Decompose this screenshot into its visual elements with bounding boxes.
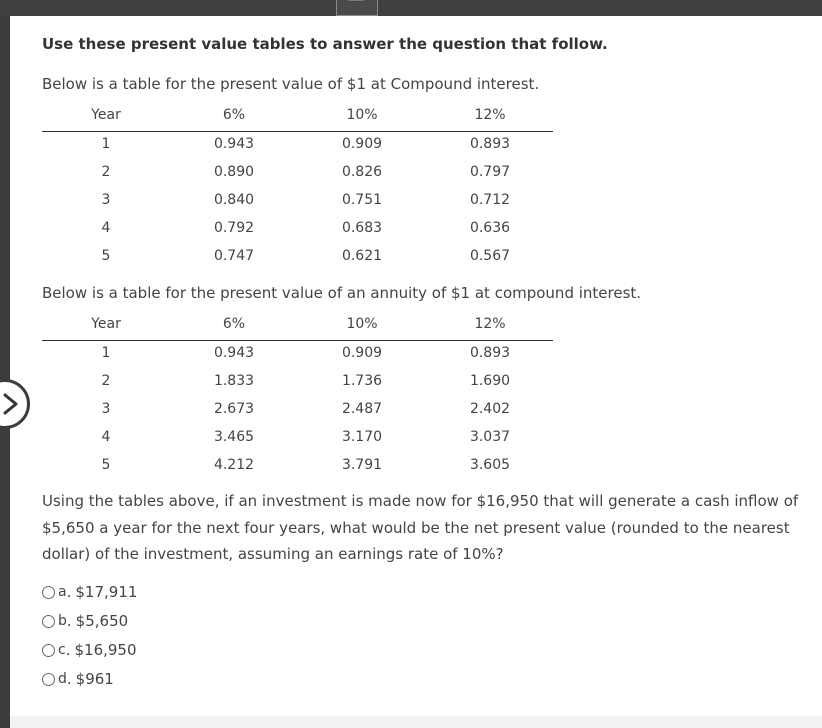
value-cell: 0.751 <box>341 192 383 208</box>
option-letter: d <box>58 671 67 687</box>
toolbar-tab[interactable] <box>336 0 378 16</box>
value-cell: 0.909 <box>341 345 383 361</box>
radio-button[interactable] <box>42 615 55 628</box>
option-text: $17,911 <box>75 583 138 601</box>
value-cell: 0.943 <box>213 136 255 152</box>
option-letter: a <box>58 584 67 600</box>
table-row <box>42 132 553 160</box>
table-row <box>42 369 553 397</box>
value-cell: 0.893 <box>469 345 511 361</box>
option-text: $961 <box>75 670 114 688</box>
table-row <box>42 160 553 188</box>
value-cell: 3.605 <box>469 457 511 473</box>
value-cell: 0.909 <box>341 136 383 152</box>
column-header-rate: 10% <box>346 316 378 332</box>
year-cell: 5 <box>101 248 111 264</box>
value-cell: 3.170 <box>341 429 383 445</box>
year-cell: 3 <box>101 401 111 417</box>
value-cell: 3.465 <box>213 429 255 445</box>
panel-footer-strip <box>10 716 822 728</box>
column-header-year: Year <box>91 107 121 123</box>
value-cell: 0.826 <box>341 164 383 180</box>
value-cell: 0.890 <box>213 164 255 180</box>
option-letter: c <box>58 642 66 658</box>
present-value-table <box>42 106 553 272</box>
calculator-icon <box>348 0 364 1</box>
column-header-rate: 6% <box>222 107 246 123</box>
value-cell: 0.840 <box>213 192 255 208</box>
value-cell: 1.690 <box>469 373 511 389</box>
table-row <box>42 341 553 369</box>
value-cell: 0.712 <box>469 192 511 208</box>
year-cell: 4 <box>101 220 111 236</box>
value-cell: 0.636 <box>469 220 511 236</box>
value-cell: 1.736 <box>341 373 383 389</box>
value-cell: 4.212 <box>213 457 255 473</box>
year-cell: 1 <box>101 136 111 152</box>
annuity-value-table <box>42 315 553 481</box>
option-letter: b <box>58 613 67 629</box>
value-cell: 0.792 <box>213 220 255 236</box>
option-text: $16,950 <box>74 641 137 659</box>
value-cell: 0.893 <box>469 136 511 152</box>
chevron-right-icon <box>3 393 19 415</box>
column-header-rate: 12% <box>474 107 506 123</box>
answer-option-a[interactable]: a . $17,911 <box>42 581 137 603</box>
table-row <box>42 216 553 244</box>
instructions-heading: Use these present value tables to answer the question that follow. <box>42 35 608 53</box>
value-cell: 0.621 <box>341 248 383 264</box>
table-header-row <box>42 315 553 341</box>
value-cell: 2.487 <box>341 401 383 417</box>
value-cell: 0.567 <box>469 248 511 264</box>
year-cell: 2 <box>101 164 111 180</box>
value-cell: 0.797 <box>469 164 511 180</box>
table-row <box>42 453 553 481</box>
table2-caption: Below is a table for the present value of an annuity of $1 at compound interest. <box>42 284 642 302</box>
table1-caption: Below is a table for the present value of $1 at Compound interest. <box>42 75 540 93</box>
table-row <box>42 397 553 425</box>
table-row <box>42 244 553 272</box>
table-row <box>42 425 553 453</box>
radio-button[interactable] <box>42 644 55 657</box>
year-cell: 1 <box>101 345 111 361</box>
column-header-rate: 6% <box>222 316 246 332</box>
question-text: Using the tables above, if an investment is made now for $16,950 that will generate a cash inflow of $5,650 a year for the next four years, what would be the net present value (rounded to the nearest dollar) of the investment, assuming an earnings rate of 10%? <box>42 492 799 563</box>
value-cell: 0.747 <box>213 248 255 264</box>
value-cell: 2.673 <box>213 401 255 417</box>
column-header-rate: 12% <box>474 316 506 332</box>
answer-option-c[interactable]: c . $16,950 <box>42 639 137 661</box>
value-cell: 0.943 <box>213 345 255 361</box>
value-cell: 3.791 <box>341 457 383 473</box>
value-cell: 2.402 <box>469 401 511 417</box>
radio-button[interactable] <box>42 586 55 599</box>
table-row <box>42 188 553 216</box>
column-header-rate: 10% <box>346 107 378 123</box>
year-cell: 4 <box>101 429 111 445</box>
value-cell: 3.037 <box>469 429 511 445</box>
table-header-row <box>42 106 553 132</box>
value-cell: 1.833 <box>213 373 255 389</box>
column-header-year: Year <box>91 316 121 332</box>
year-cell: 2 <box>101 373 111 389</box>
option-text: $5,650 <box>75 612 129 630</box>
year-cell: 5 <box>101 457 111 473</box>
year-cell: 3 <box>101 192 111 208</box>
radio-button[interactable] <box>42 673 55 686</box>
top-bar <box>0 0 822 16</box>
value-cell: 0.683 <box>341 220 383 236</box>
answer-option-d[interactable]: d . $961 <box>42 668 114 690</box>
answer-option-b[interactable]: b . $5,650 <box>42 610 128 632</box>
